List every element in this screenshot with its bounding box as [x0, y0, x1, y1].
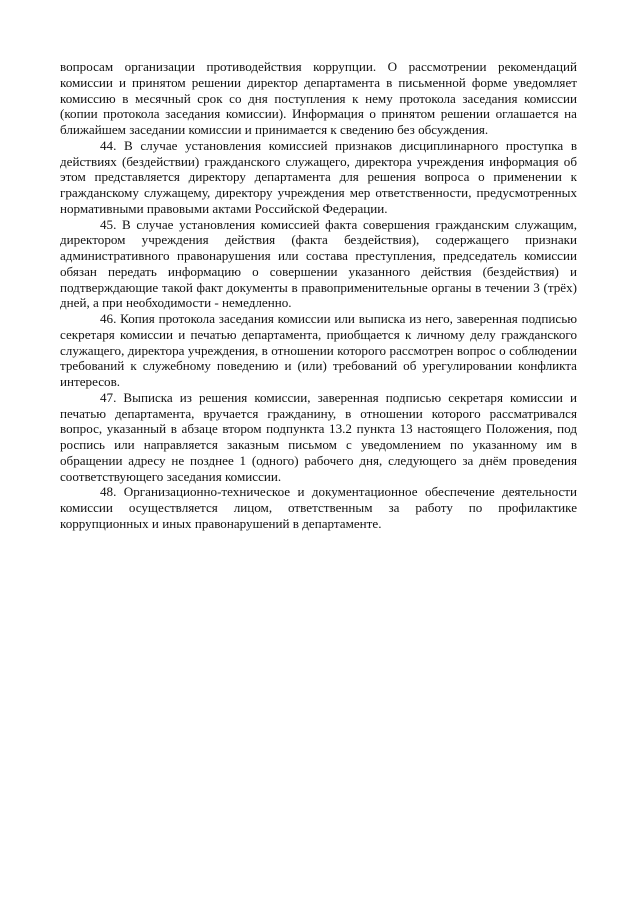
paragraph-44: 44. В случае установления комиссией признаков дисциплинарного проступка в действиях (бездействии) гражданского служащего, директора учреждения информация об этом представляется директору департамента для решения вопроса о применении к гражданскому служащему, директору учреждения мер ответственности, предусмотренных нормативными правовыми актами Российской Федерации. — [60, 137, 577, 216]
paragraph-continuation: вопросам организации противодействия коррупции. О рассмотрении рекомендаций комиссии и принятом решении директор департамента в письменной форме уведомляет комиссию в месячный срок со дня поступления к нему протокола заседания комиссии (копии протокола заседания комиссии). Информация о принятом решении оглашается на ближайшем заседании комиссии и принимается к сведению без обсуждения. — [60, 59, 577, 137]
paragraph-47: 47. Выписка из решения комиссии, заверенная подписью секретаря комиссии и печатью департамента, вручается гражданину, в отношении которого рассматривался вопрос, указанный в абзаце втором подпункта 13.2 пункта 13 настоящего Положения, под роспись или направляется заказным письмом с уведомлением по указанному им в обращении адресу не позднее 1 (одного) рабочего дня, следующего за днём проведения соответствующего заседания комиссии. — [60, 389, 577, 484]
document-page — [60, 59, 577, 532]
paragraph-48: 48. Организационно-техническое и документационное обеспечение деятельности комиссии осуществляется лицом, ответственным за работу по профилактике коррупционных и иных правонарушений в департаменте. — [60, 484, 577, 531]
paragraph-45: 45. В случае установления комиссией факта совершения гражданским служащим, директором учреждения действия (факта бездействия), содержащего признаки административного правонарушения или состава преступления, председатель комиссии обязан передать информацию о совершении указанного действия (бездействия) и подтверждающие такой факт документы в правоприменительные органы в течении 3 (трёх) дней, а при необходимости - немедленно. — [60, 216, 577, 311]
paragraph-46: 46. Копия протокола заседания комиссии или выписка из него, заверенная подписью секретаря комиссии и печатью департамента, приобщается к личному делу гражданского служащего, директора учреждения, в отношении которого рассмотрен вопрос о соблюдении требований к служебному поведению и (или) требований об урегулировании конфликта интересов. — [60, 311, 577, 389]
